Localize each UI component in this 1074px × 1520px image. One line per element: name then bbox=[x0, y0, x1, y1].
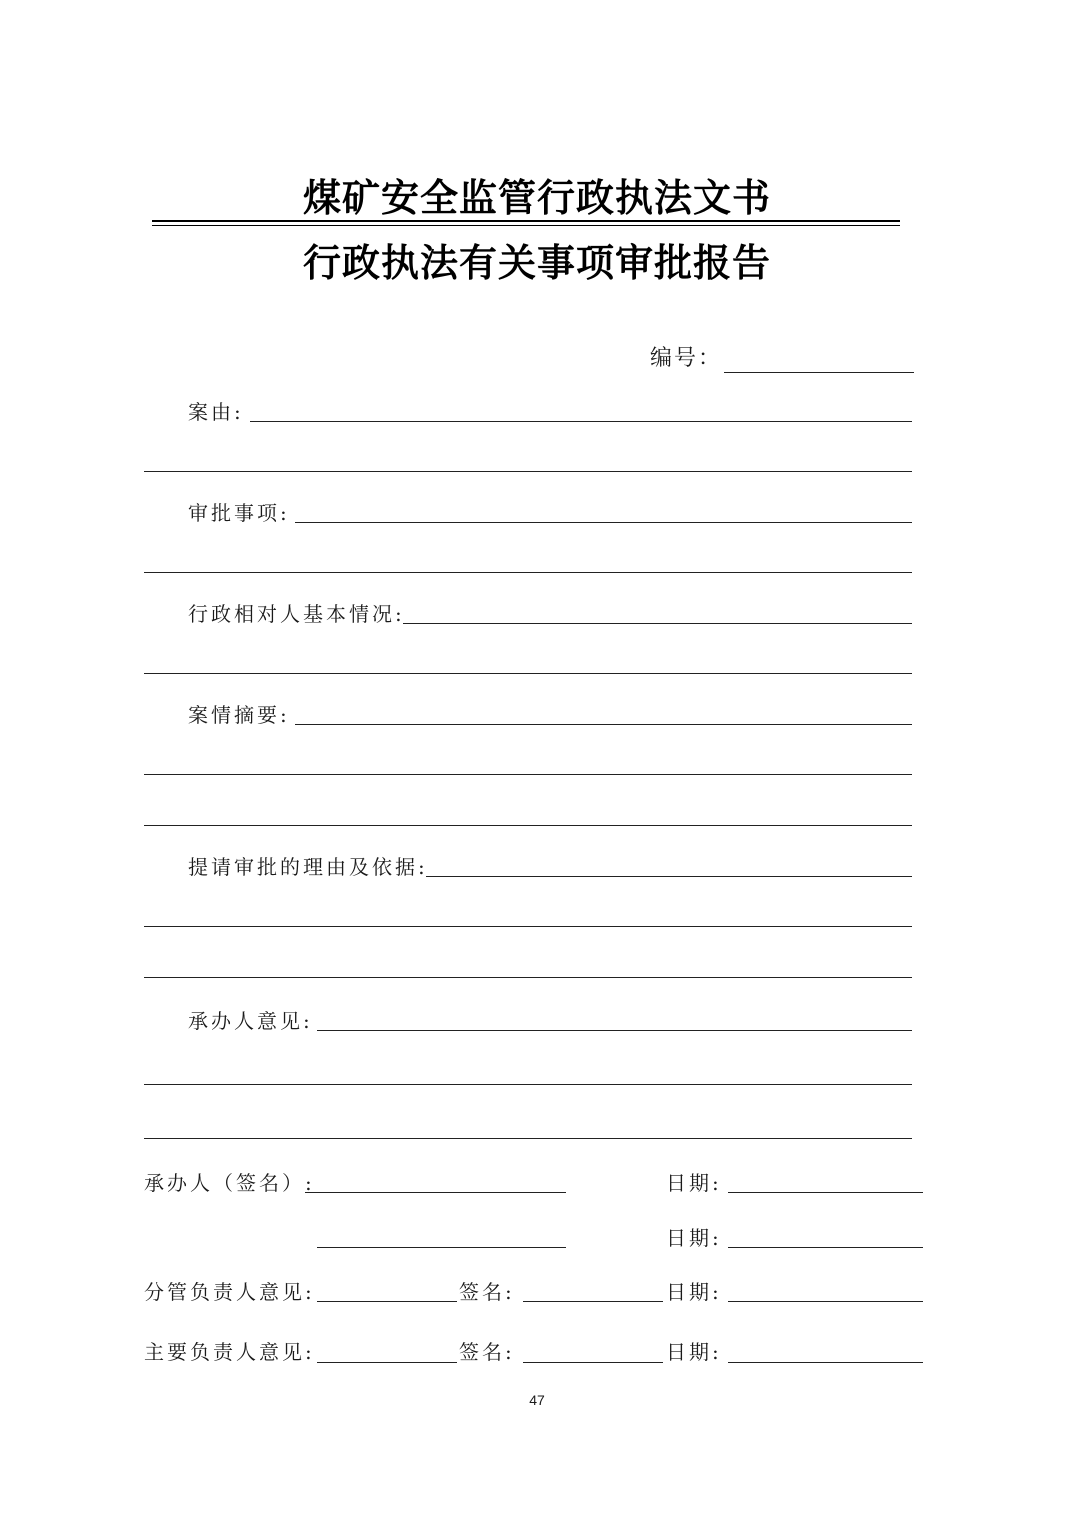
reason-basis-line-3[interactable] bbox=[144, 977, 912, 978]
document-title: 行政执法有关事项审批报告 bbox=[302, 241, 771, 285]
case-summary-line-3[interactable] bbox=[144, 825, 912, 826]
case-cause-line-1[interactable] bbox=[250, 421, 912, 422]
date-field-1[interactable] bbox=[728, 1192, 923, 1193]
case-cause-line-2[interactable] bbox=[144, 471, 912, 472]
case-summary-line-1[interactable] bbox=[295, 724, 912, 725]
number-field[interactable] bbox=[724, 372, 914, 373]
chief-opinion-field[interactable] bbox=[317, 1362, 457, 1363]
case-cause-label: 案由: bbox=[188, 400, 244, 424]
date-label-1: 日期: bbox=[666, 1171, 722, 1195]
approval-matter-label: 审批事项: bbox=[188, 501, 290, 525]
date-label-3: 日期: bbox=[666, 1280, 722, 1304]
handler-opinion-line-3[interactable] bbox=[144, 1138, 912, 1139]
reason-basis-line-1[interactable] bbox=[426, 876, 912, 877]
case-summary-label: 案情摘要: bbox=[188, 703, 290, 727]
deputy-opinion-field[interactable] bbox=[317, 1301, 457, 1302]
second-sign-field[interactable] bbox=[317, 1247, 566, 1248]
handler-opinion-label: 承办人意见: bbox=[188, 1009, 313, 1033]
deputy-opinion-label: 分管负责人意见: bbox=[144, 1280, 315, 1304]
party-info-line-2[interactable] bbox=[144, 673, 912, 674]
title-double-rule bbox=[152, 220, 900, 226]
chief-opinion-label: 主要负责人意见: bbox=[144, 1340, 315, 1364]
approval-matter-line-1[interactable] bbox=[295, 522, 912, 523]
handler-opinion-line-2[interactable] bbox=[144, 1084, 912, 1085]
reason-basis-line-2[interactable] bbox=[144, 926, 912, 927]
handler-sign-label: 承办人（签名）: bbox=[144, 1171, 315, 1195]
deputy-sign-label: 签名: bbox=[459, 1280, 515, 1304]
date-field-3[interactable] bbox=[728, 1301, 923, 1302]
number-label: 编号： bbox=[650, 346, 723, 371]
deputy-sign-field[interactable] bbox=[523, 1301, 663, 1302]
page-number: 47 bbox=[529, 1392, 545, 1408]
handler-opinion-line-1[interactable] bbox=[317, 1030, 912, 1031]
party-info-label: 行政相对人基本情况: bbox=[188, 602, 405, 626]
case-summary-line-2[interactable] bbox=[144, 774, 912, 775]
approval-matter-line-2[interactable] bbox=[144, 572, 912, 573]
chief-sign-label: 签名: bbox=[459, 1340, 515, 1364]
party-info-line-1[interactable] bbox=[403, 623, 912, 624]
date-field-2[interactable] bbox=[728, 1247, 923, 1248]
reason-basis-label: 提请审批的理由及依据: bbox=[188, 855, 428, 879]
date-field-4[interactable] bbox=[728, 1362, 923, 1363]
date-label-4: 日期: bbox=[666, 1340, 722, 1364]
handler-sign-field[interactable] bbox=[305, 1192, 566, 1193]
chief-sign-field[interactable] bbox=[523, 1362, 663, 1363]
document-series-title: 煤矿安全监管行政执法文书 bbox=[302, 176, 771, 220]
date-label-2: 日期: bbox=[666, 1226, 722, 1250]
